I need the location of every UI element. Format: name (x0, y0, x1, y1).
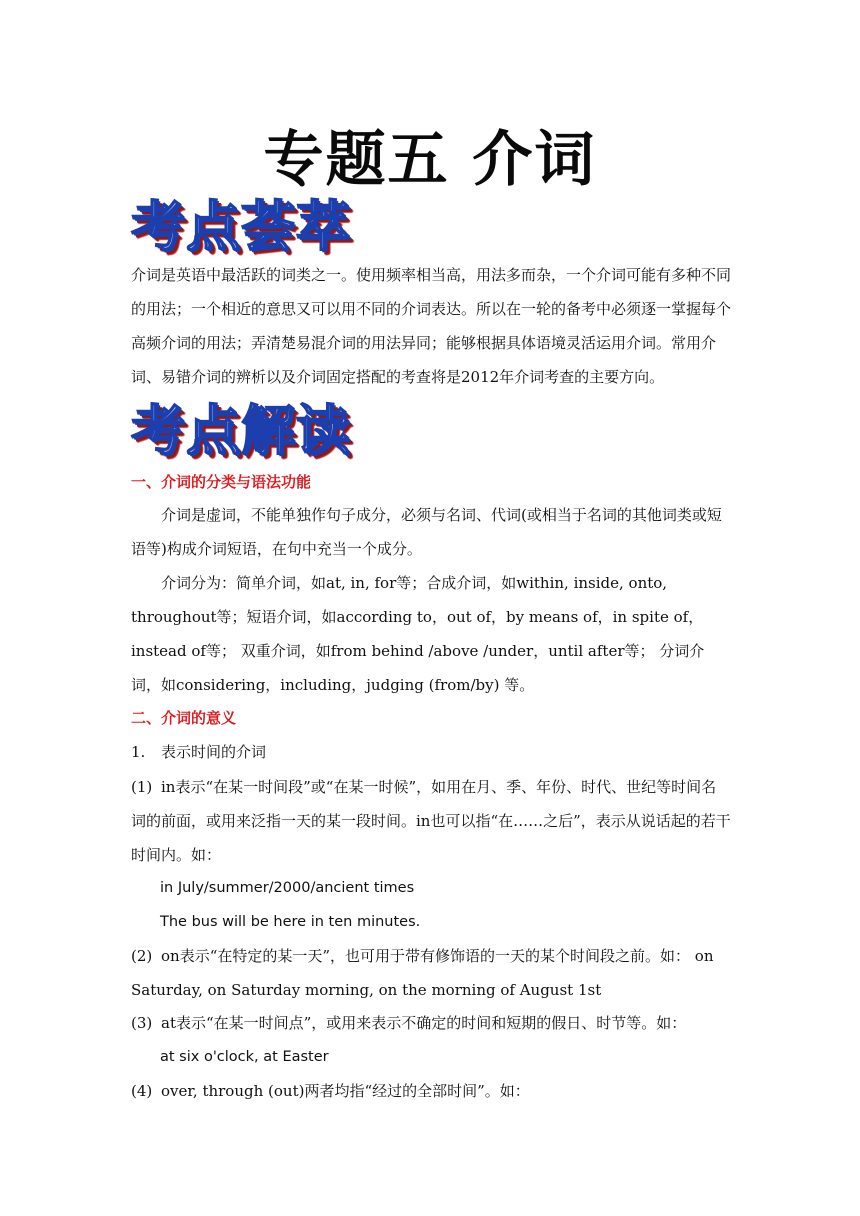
point-text: over, through (out)两者均指“经过的全部时间”。如： (161, 1082, 530, 1100)
list-item (131, 742, 266, 762)
point-number: (3) (131, 1014, 153, 1032)
intro-paragraph: 介词是英语中最活跃的词类之一。使用频率相当高，用法多而杂，一个介词可能有多种不同的用法；一个相近的意思又可以用不同的介词表达。所以在一轮的备考中必须逐一掌握每个高频介词的用法；弄清楚易混介词的用法异同；能够根据具体语境灵活运用介词。常用介词、易错介词的辨析以及介词固定搭配的考查将是2012年介词考查的主要方向。 (131, 266, 732, 386)
point-text: at表示“在某一时间点”，或用来表示不确定的时间和短期的假日、时节等。如： (161, 1014, 687, 1032)
item-text: 表示时间的介词 (161, 743, 267, 761)
section-banner-explanation: 考点解读 (131, 399, 351, 462)
item-number: 1. (131, 743, 146, 761)
point-number: (2) (131, 947, 153, 965)
point-text: in表示“在某一时间段”或“在某一时候”，如用在月、季、年份、时代、世纪等时间名词的前面，或用来泛指一天的某一段时间。in也可以指“在……之后”，表示从说话起的若干时间内。如： (131, 778, 731, 864)
point-text: on表示“在特定的某一天”，也可用于带有修饰语的一天的某个时间段之前。如： on Saturday, on Saturday morning, on the morning of August 1st (131, 947, 714, 999)
section-banner-highlights: 考点荟萃 (131, 195, 351, 258)
example-line: in July/summer/2000/ancient times (160, 880, 415, 896)
section1-heading: 一、介词的分类与语法功能 (131, 473, 312, 491)
section1-paragraph1: 介词是虚词，不能单独作句子成分，必须与名词、代词(或相当于名词的其他词类或短语等)构成介词短语，在句中充当一个成分。 (131, 506, 722, 558)
example-line: at six o'clock, at Easter (160, 1049, 329, 1065)
point-1 (131, 770, 731, 872)
point-number: (4) (131, 1082, 153, 1100)
section1-paragraph2: 介词分为：简单介词，如at, in, for等；合成介词，如within, inside, onto, throughout等；短语介词，如according to，out of，by means of，in spite of，instead of等； 双重介词，如from behind /above /under，until after等； 分词介词，如considering，including，judging (from/by) 等。 (131, 574, 705, 694)
point-4 (131, 1081, 530, 1101)
page-title: 专题五 介词 (263, 125, 597, 195)
section2-heading: 二、介词的意义 (131, 709, 237, 727)
point-3 (131, 1013, 686, 1033)
point-number: (1) (131, 778, 153, 796)
example-line: The bus will be here in ten minutes. (160, 914, 421, 930)
point-2 (131, 939, 731, 1007)
